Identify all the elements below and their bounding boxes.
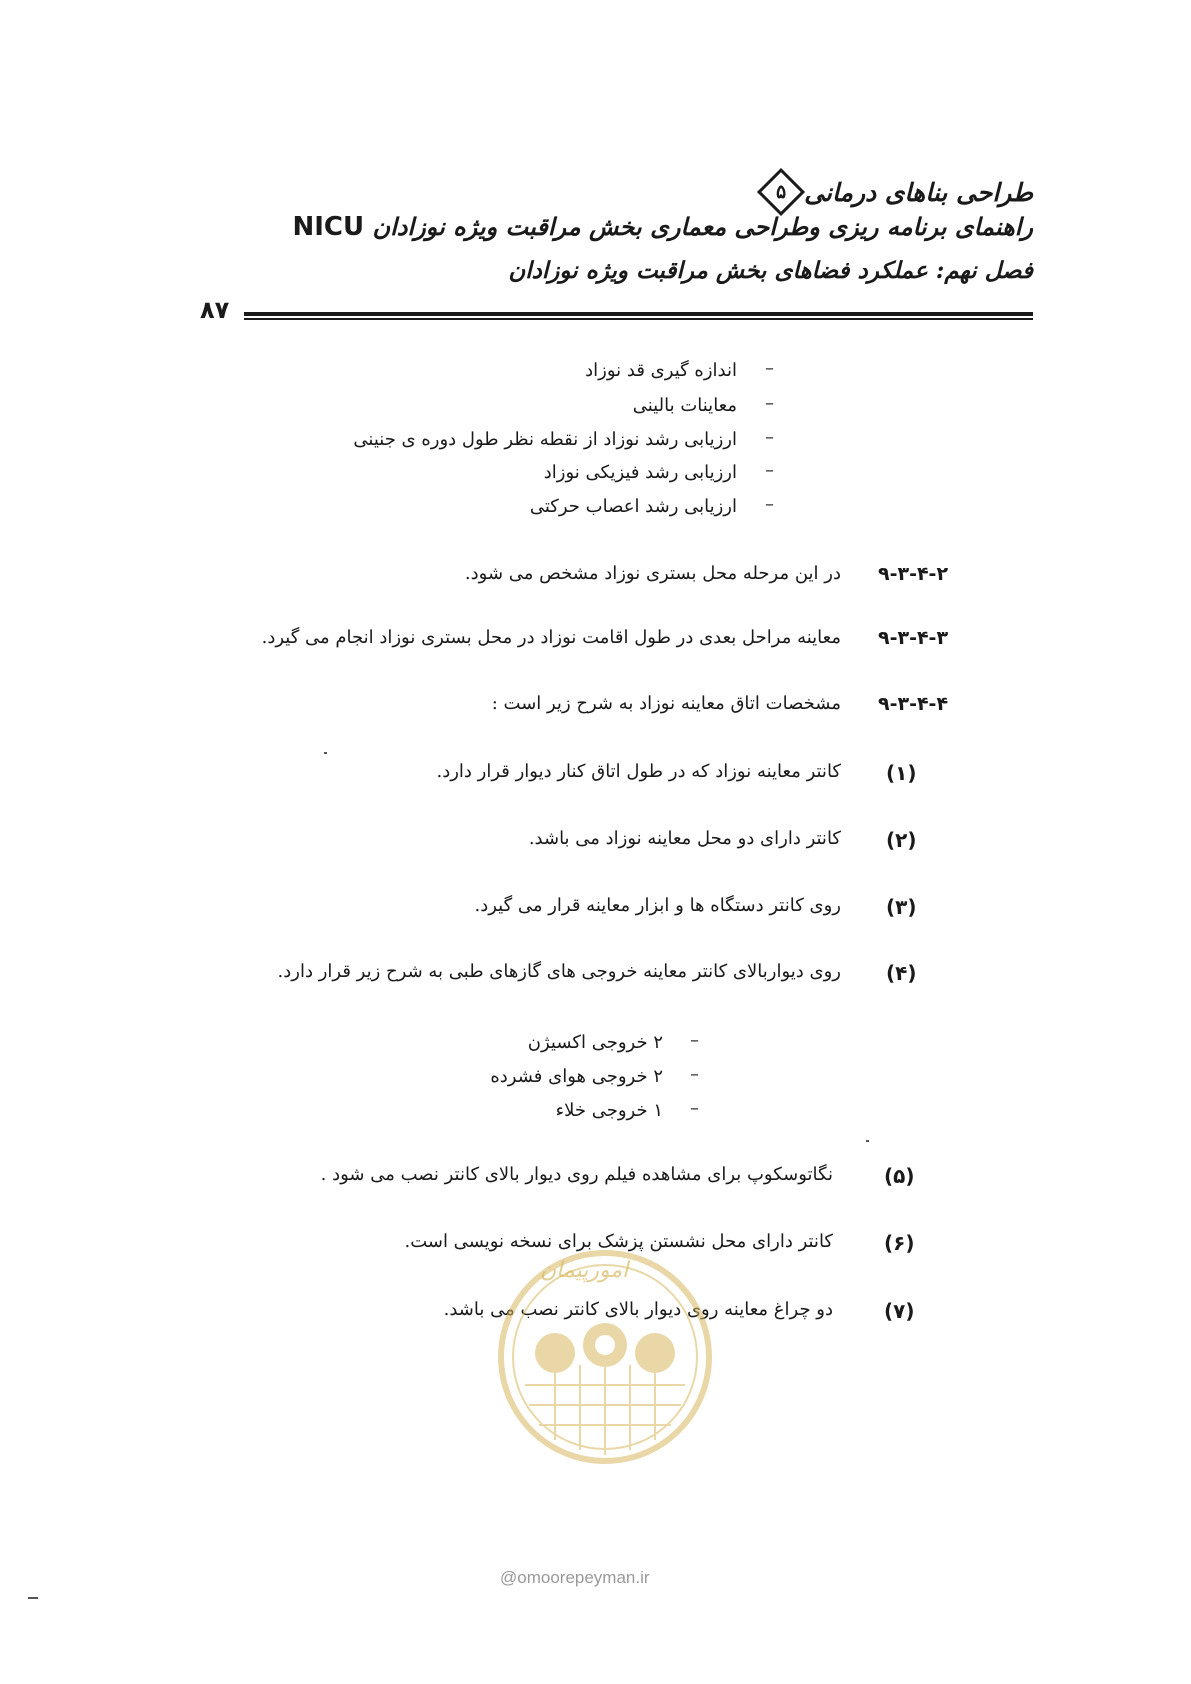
item-marker: (۴) [886,961,917,985]
item-text: کانتر معاینه نوزاد که در طول اتاق کنار دیوار قرار دارد. [436,761,841,782]
watermark-handle: @omoorepeyman.ir [500,1568,650,1587]
book-title [758,175,1033,209]
chapter-title: فصل نهم: عملکرد فضاهای بخش مراقبت ویژه نوزادان [508,257,1033,284]
bullet-dash: – [690,1098,699,1119]
page-number: ۸۷ [200,296,230,324]
list-item: ارزیابی رشد اعصاب حرکتی [529,496,737,517]
section-text: معاینه مراحل بعدی در طول اقامت نوزاد در محل بستری نوزاد انجام می گیرد. [261,627,841,648]
item-text: کانتر دارای محل نشستن پزشک برای نسخه نویسی است. [404,1231,833,1252]
bullet-dash: – [765,427,774,448]
item-text: روی کانتر دستگاه ها و ابزار معاینه قرار می گیرد. [474,895,841,916]
section-number: ۹-۳-۴-۳ [878,627,949,649]
guide-title-text: راهنمای برنامه ریزی وطراحی معماری بخش مراقبت ویژه نوزادان [372,212,1033,241]
header-rule-thick [244,312,1033,316]
book-title-text: طراحی بناهای درمانی [804,177,1033,207]
watermark-seal-text: امورپیمان [540,1258,629,1283]
bullet-dash: – [765,460,774,481]
section-text: در این مرحله محل بستری نوزاد مشخص می شود. [464,563,841,584]
header-rule-thin [244,318,1033,320]
section-number: ۹-۳-۴-۲ [878,563,949,585]
item-marker: (۲) [886,828,917,852]
list-item: اندازه گیری قد نوزاد [585,360,737,381]
scan-speck [324,752,327,754]
section-number: ۹-۳-۴-۴ [878,693,949,715]
volume-badge: ۵ [757,168,805,216]
item-text: کانتر دارای دو محل معاینه نوزاد می باشد. [528,828,841,849]
item-marker: (۵) [884,1164,915,1188]
guide-title-acronym: NICU [292,212,365,242]
bullet-dash: – [765,358,774,379]
list-item: ارزیابی رشد فیزیکی نوزاد [543,462,737,483]
list-item: ۲ خروجی هوای فشرده [490,1066,663,1087]
list-item: ارزیابی رشد نوزاد از نقطه نظر طول دوره ی جنینی [353,429,737,450]
bullet-dash: – [690,1030,699,1051]
item-text: نگاتوسکوپ برای مشاهده فیلم روی دیوار بالای کانتر نصب می شود . [320,1164,833,1185]
item-marker: (۳) [886,895,917,919]
scan-speck [28,1597,38,1599]
scan-speck [866,1140,869,1142]
item-marker: (۶) [884,1231,915,1255]
item-marker: (۱) [886,761,917,785]
item-text: روی دیواربالای کانتر معاینه خروجی های گازهای طبی به شرح زیر قرار دارد. [277,961,841,982]
bullet-dash: – [765,393,774,414]
list-item: معاینات بالینی [632,395,737,416]
item-marker: (۷) [884,1299,915,1323]
guide-title [292,212,1033,242]
list-item: ۱ خروجی خلاء [555,1100,663,1121]
bullet-dash: – [765,494,774,515]
section-text: مشخصات اتاق معاینه نوزاد به شرح زیر است : [491,693,841,714]
item-text: دو چراغ معاینه روی دیوار بالای کانتر نصب می باشد. [443,1299,833,1320]
list-item: ۲ خروجی اکسیژن [527,1032,663,1053]
bullet-dash: – [690,1064,699,1085]
